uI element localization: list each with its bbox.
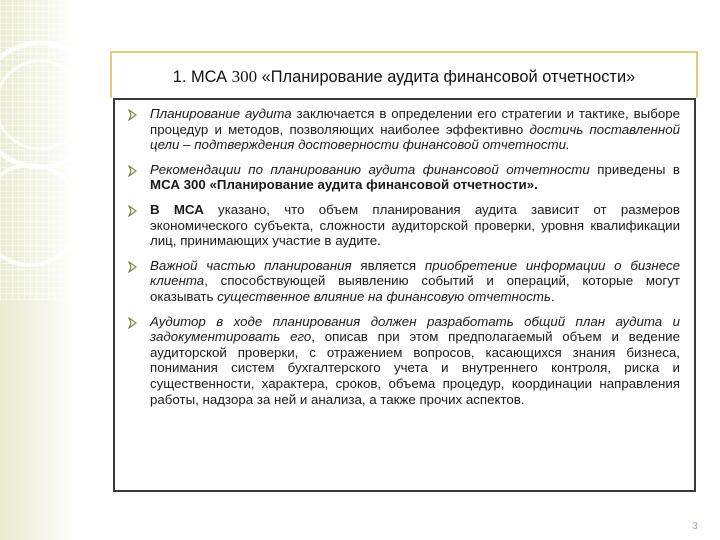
bullet-text: Важной частью планирования — [150, 257, 352, 273]
bullet-item-recommendations — [115, 162, 694, 193]
bullet-text: достичь поставленной цели – подтверждения достоверности финансовой отчетности. — [150, 121, 680, 153]
bullet-arrow-icon — [128, 261, 137, 273]
bullet-arrow-icon — [128, 317, 137, 329]
slide-title — [112, 67, 696, 87]
bullet-text: является — [351, 257, 425, 273]
bullet-text: , описав при этом предполагаемый объем и ведение аудиторской проверки, с отражением вопросов, касающихся знания бизнеса, понимания систем бухгалтерского учета и внутреннего контроля, риска и существенности, характера, сроков, объема процедур, координации направления работы, надзора за ней и анализа, а также прочих аспектов. — [150, 329, 680, 407]
page-number: 3 — [692, 521, 698, 532]
bullet-text: Аудитор в ходе планирования должен разработать общий план аудита и задокументировать его — [150, 313, 680, 345]
bullet-text: , способствующей выявлению событий и операций, которые могут оказывать — [150, 273, 680, 304]
decorative-swirl-icon — [0, 0, 76, 540]
bullet-text: заключается в определении его стратегии и тактике, выборе процедур и методов, позволяющих наиболее эффективно — [150, 106, 681, 137]
bullet-arrow-icon — [128, 109, 137, 121]
title-prefix: 1. МСА — [172, 68, 232, 86]
bullet-item-auditor-plan — [115, 314, 694, 408]
content-box — [113, 98, 696, 492]
bullet-text: существенное влияние на финансовую отчетность — [217, 288, 551, 304]
title-number: 300 — [231, 67, 258, 86]
bullet-arrow-icon — [128, 165, 137, 177]
bullet-list — [115, 106, 694, 416]
decorative-side-panel — [0, 0, 76, 540]
title-bar — [110, 51, 698, 98]
title-rest: «Планирование аудита финансовой отчетности» — [257, 68, 636, 86]
bullet-text: Планирование аудита — [150, 106, 292, 121]
bullet-item-planning-scope — [115, 202, 694, 249]
bullet-text: МСА 300 «Планирование аудита финансовой отчетности». — [150, 177, 538, 193]
bullet-text: В МСА — [150, 201, 204, 217]
bullet-arrow-icon — [128, 205, 137, 217]
bullet-text: Рекомендации по планированию аудита финансовой отчетности — [150, 161, 590, 177]
bullet-text: . — [550, 288, 555, 304]
bullet-text: указано, что объем планирования аудита зависит от размеров экономического субъекта, сложности аудиторской проверки, уровня квалификации лиц, принимающих участие в аудите. — [150, 201, 680, 249]
bullet-text: приобретение информации о бизнесе клиента — [150, 257, 681, 289]
bullet-item-planning-definition — [115, 106, 694, 153]
bullet-item-client-information — [115, 258, 694, 305]
bullet-text: приведены в — [589, 161, 680, 177]
